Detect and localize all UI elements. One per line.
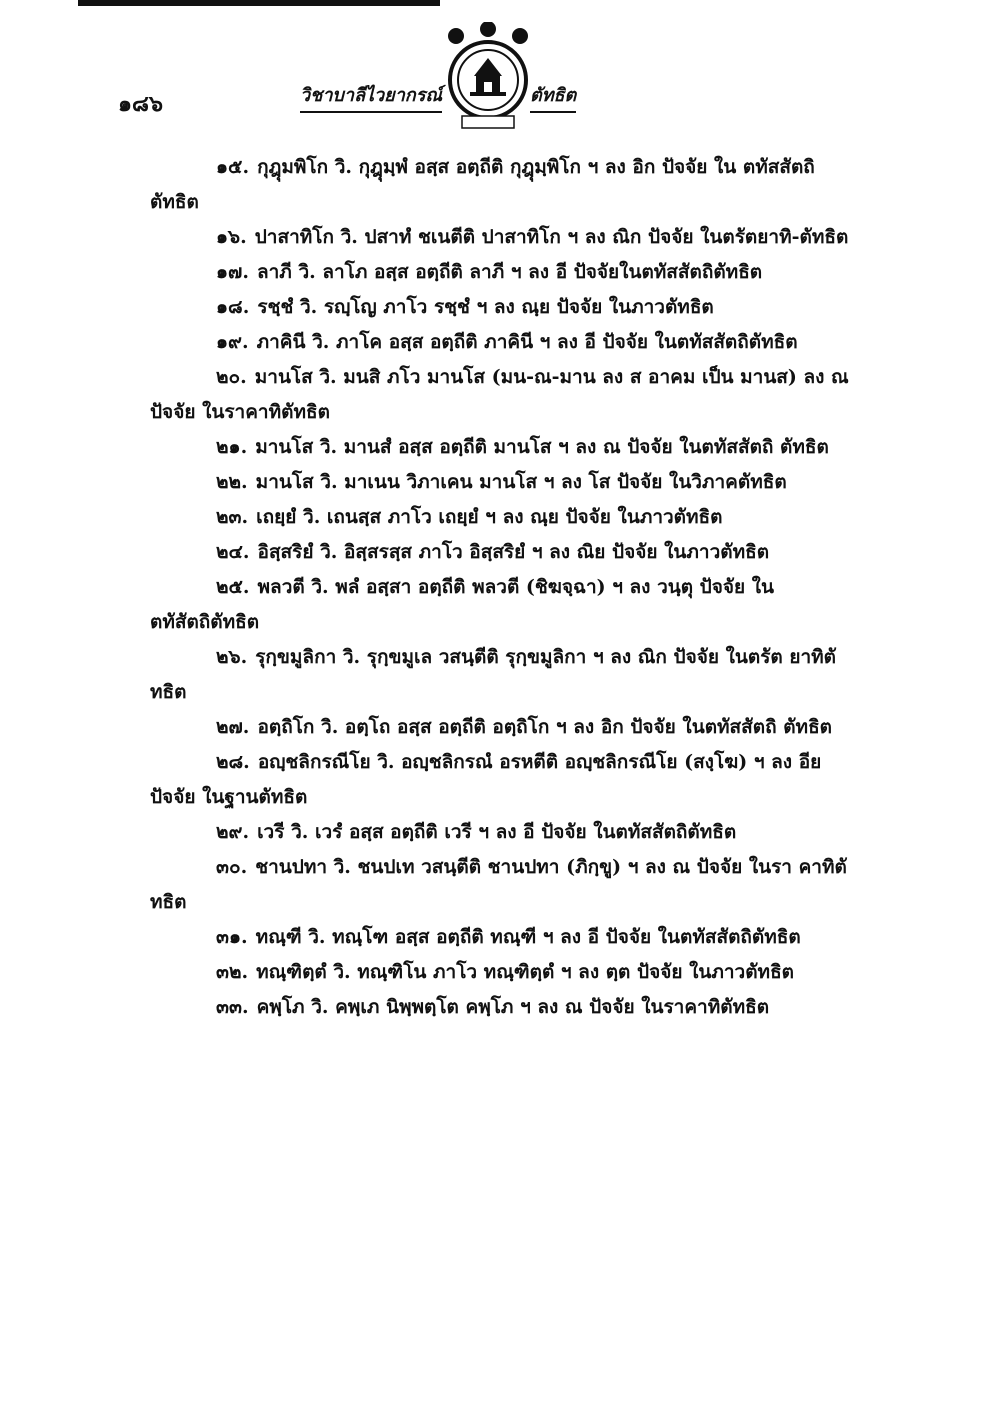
entry-item	[150, 465, 850, 500]
entry-text: วิ. เถนสฺส ภาโว เถยฺยํ ฯ ลง ณฺย ปัจจัย ในภาวตัทธิต	[303, 506, 723, 528]
entry-number: ๓๐.	[216, 856, 248, 878]
entry-number: ๒๙.	[216, 821, 250, 843]
entry-term: รุกฺขมูลิกา	[255, 646, 337, 668]
entry-term: กุฎุมพิโก	[257, 156, 329, 178]
entry-text: วิ. คพฺเภ นิพฺพตฺโต คพฺโภ ฯ ลง ณ ปัจจัย ในราคาทิตัทธิต	[311, 996, 770, 1018]
entry-term: อตฺถิโก	[257, 716, 315, 738]
entry-number: ๒๑.	[216, 436, 248, 458]
entry-number: ๒๓.	[216, 506, 249, 528]
temple-seal-emblem-icon	[440, 22, 536, 132]
entry-term: คพฺโภ	[256, 996, 305, 1018]
page-header	[0, 0, 1000, 140]
entry-term: เวรี	[257, 821, 285, 843]
entry-number: ๒๐.	[216, 366, 247, 388]
entry-term: ชานปทา	[255, 856, 328, 878]
entry-item	[150, 290, 850, 325]
entry-term: ภาคินี	[256, 331, 306, 353]
book-title: วิชาบาลีไวยากรณ์	[300, 80, 442, 113]
entry-term: เถยฺยํ	[256, 506, 297, 528]
entry-term: อญฺชลิกรณีโย	[257, 751, 371, 773]
entry-term: รชฺชํ	[257, 296, 294, 318]
entry-item	[150, 150, 850, 220]
entry-text: วิ. ชนปเท วสนฺตีติ ชานปทา (ภิกฺขู) ฯ ลง ณ ปัจจัย ในรา คาทิตัทธิต	[150, 856, 847, 913]
entry-number: ๒๔.	[216, 541, 250, 563]
entry-text: วิ. อิสฺสรสฺส ภาโว อิสฺสริยํ ฯ ลง ณิย ปัจจัย ในภาวตัทธิต	[320, 541, 770, 563]
entry-text: วิ. มานสํ อสฺส อตฺถีติ มานโส ฯ ลง ณ ปัจจัย ในตทัสสัตถิ ตัทธิต	[319, 436, 829, 458]
entry-number: ๓๒.	[216, 961, 249, 983]
entry-term: ลาภี	[256, 261, 292, 283]
chapter-title: ตัทธิต	[530, 80, 576, 113]
entry-number: ๑๖.	[216, 226, 247, 248]
entry-number: ๒๒.	[216, 471, 248, 493]
entry-text: วิ. ภาโค อสฺส อตฺถีติ ภาคินี ฯ ลง อี ปัจจัย ในตทัสสัตถิตัทธิต	[312, 331, 798, 353]
entry-item	[150, 255, 850, 290]
entry-item	[150, 360, 850, 430]
page-number: ๑๘๖	[118, 91, 163, 117]
entry-term: พลวตี	[257, 576, 305, 598]
entry-text: วิ. ทณฺฑิโน ภาโว ทณฺฑิตฺตํ ฯ ลง ตฺต ปัจจัย ในภาวตัทธิต	[333, 961, 795, 983]
entry-number: ๒๖.	[216, 646, 248, 668]
entry-term: มานโส	[255, 436, 314, 458]
entry-term: มานโส	[254, 366, 313, 388]
entry-list	[150, 150, 850, 1025]
entry-item	[150, 570, 850, 640]
entry-number: ๑๗.	[216, 261, 249, 283]
entry-term: มานโส	[255, 471, 314, 493]
entry-text: วิ. ลาโภ อสฺส อตฺถีติ ลาภี ฯ ลง อี ปัจจัยในตทัสสัตถิตัทธิต	[298, 261, 763, 283]
entry-text: วิ. ปสาทํ ชเนตีติ ปาสาทิโก ฯ ลง ณิก ปัจจัย ในตรัตยาทิ-ตัทธิต	[340, 226, 849, 248]
entry-text: วิ. เวรํ อสฺส อตฺถีติ เวรี ฯ ลง อี ปัจจัย ในตทัสสัตถิตัทธิต	[291, 821, 737, 843]
entry-term: ปาสาทิโก	[254, 226, 334, 248]
entry-text: วิ. อญฺชลิกรณํ อรหตีติ อญฺชลิกรณีโย (สงฺโฆ) ฯ ลง อีย ปัจจัย ในฐานตัทธิต	[150, 751, 822, 808]
entry-item	[150, 920, 850, 955]
entry-item	[150, 500, 850, 535]
entry-text: วิ. พลํ อสฺสา อตฺถีติ พลวตี (ชิฆจฺฉา) ฯ ลง วนฺตุ ปัจจัย ใน ตทัสัตถิตัทธิต	[150, 576, 775, 633]
entry-term: ทณฺฑิตฺตํ	[256, 961, 327, 983]
entry-item	[150, 325, 850, 360]
entry-number: ๑๕.	[216, 156, 250, 178]
entry-text: วิ. อตฺโถ อสฺส อตฺถีติ อตฺถิโก ฯ ลง อิก ปัจจัย ในตทัสสัตถิ ตัทธิต	[321, 716, 833, 738]
entry-term: ทณฺฑี	[255, 926, 302, 948]
entry-item	[150, 955, 850, 990]
entry-item	[150, 220, 850, 255]
entry-item	[150, 430, 850, 465]
entry-text: วิ. รญฺโญ ภาโว รชฺชํ ฯ ลง ณฺย ปัจจัย ในภาวตัทธิต	[299, 296, 714, 318]
entry-number: ๒๗.	[216, 716, 250, 738]
entry-number: ๒๕.	[216, 576, 250, 598]
entry-number: ๑๘.	[216, 296, 250, 318]
entry-text: วิ. มาเนน วิภาเคน มานโส ฯ ลง โส ปัจจัย ในวิภาคตัทธิต	[320, 471, 787, 493]
entry-item	[150, 745, 850, 815]
entry-text: วิ. มนสิ ภโว มานโส (มน-ณ-มาน ลง ส อาคม เป็น มานส) ลง ณ ปัจจัย ในราคาทิตัทธิต	[150, 366, 849, 423]
entry-item	[150, 710, 850, 745]
entry-number: ๑๙.	[216, 331, 249, 353]
entry-item	[150, 640, 850, 710]
entry-text: วิ. ทณฺโฑ อสฺส อตฺถีติ ทณฺฑี ฯ ลง อี ปัจจัย ในตทัสสัตถิตัทธิต	[308, 926, 801, 948]
entry-text: วิ. รุกฺขมูเล วสนฺตีติ รุกฺขมูลิกา ฯ ลง ณิก ปัจจัย ในตรัต ยาทิตัทธิต	[150, 646, 837, 703]
entry-text: วิ. กุฎุมฺพํ อสฺส อตฺถีติ กุฎุมฺพิโก ฯ ลง อิก ปัจจัย ใน ตทัสสัตถิตัทธิต	[150, 156, 815, 213]
entry-number: ๓๑.	[216, 926, 248, 948]
entry-term: อิสฺสริยํ	[257, 541, 314, 563]
entry-number: ๒๘.	[216, 751, 250, 773]
entry-item	[150, 990, 850, 1025]
entry-item	[150, 850, 850, 920]
entry-number: ๓๓.	[216, 996, 249, 1018]
entry-item	[150, 535, 850, 570]
entry-item	[150, 815, 850, 850]
